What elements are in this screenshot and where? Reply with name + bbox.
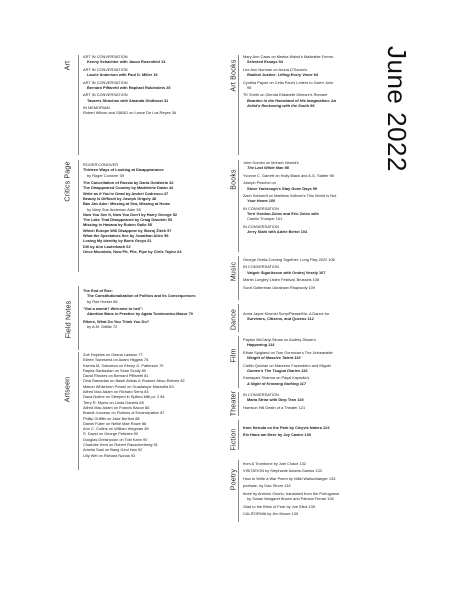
section-divider-books xyxy=(238,160,239,252)
film-block xyxy=(243,337,363,386)
field-notes-item[interactable]: by A.M. Gittlitz 72 xyxy=(87,324,118,330)
section-divider-music xyxy=(238,256,239,300)
film-item[interactable]: Gomes's The Tsugua Diaries 116 xyxy=(247,367,308,373)
art-books-item[interactable]: Artist's Reckoning with the South 96 xyxy=(247,102,315,108)
film-item[interactable]: Weight of Massive Talent 115 xyxy=(247,355,301,361)
section-label-theater: Theater xyxy=(230,390,238,417)
artseen-item[interactable]: Rapha Sarkissian on Sean Scully 80 xyxy=(83,367,146,373)
artseen-item[interactable]: Ann C. Collins on William Wegman 89 xyxy=(83,426,149,432)
section-divider-poetry xyxy=(238,460,239,522)
poetry-item[interactable]: poetwar- by Dao Strom 133 xyxy=(243,483,291,489)
artseen-item[interactable]: Alfred Mac Adam on Francis Bacon 86 xyxy=(83,404,150,410)
art-item[interactable]: Laurie Anderson with Paul D. Miller 19 xyxy=(87,72,158,78)
artseen-item[interactable]: David Rhodes on Bernard Piffaretti 81 xyxy=(83,373,149,379)
poetry-block xyxy=(243,461,363,517)
dance-item[interactable]: Survivors, Citizens, and Queens 112 xyxy=(247,316,314,322)
artseen-item[interactable]: Amelia Saul on Bang Geul Han 92 xyxy=(83,447,143,453)
art-books-item[interactable]: Bearden in the Homeland of His Imagination: An xyxy=(247,97,337,103)
art-item-label: IN MEMORIAM xyxy=(83,105,110,111)
poetry-item[interactable]: by Susan Margaret Brown and Patricia Ferrari 134 xyxy=(247,496,334,502)
artseen-item[interactable]: Douglas Dreishpoon on Tobi Kahn 90 xyxy=(83,436,148,442)
art-books-item[interactable]: Selected Essays 94 xyxy=(247,59,283,65)
critics-item[interactable]: Which Europe Will Disappear by Slavoj Žižek 57 xyxy=(83,227,172,233)
art-item-label: ART IN CONVERSATION xyxy=(83,54,128,59)
section-divider-fiction xyxy=(238,420,239,450)
poetry-item[interactable]: How to Write a War Poem by Nikki Wallschlaeger 133 xyxy=(243,475,336,481)
section-label-artseen: Artseen xyxy=(64,376,72,403)
section-label-art-books: Art Books xyxy=(230,59,238,92)
art-books-block xyxy=(243,54,363,108)
dance-item[interactable]: Anna Jayne Kimmel Sorry/Please/No: A Dance for xyxy=(243,311,330,316)
critics-item[interactable]: Once Mountain, Now Pit, Pile, Pipe by Chris Taylor 64 xyxy=(83,248,182,254)
field-notes-item[interactable]: Abortion Bans in Practice by Agata Tuminowicz-Mazur 70 xyxy=(87,311,193,317)
books-item[interactable]: Joseph Peschel on xyxy=(243,180,276,186)
theater-block xyxy=(243,392,363,410)
section-label-field-notes: Field Notes xyxy=(65,300,73,339)
theater-item[interactable]: Maria Striar with Diep Tran 120 xyxy=(247,397,304,403)
section-divider-field-notes xyxy=(78,286,79,350)
artseen-item[interactable]: Lilly Wei on Richard Nonas 93 xyxy=(83,452,136,458)
field-notes-item[interactable]: The End of Roe: xyxy=(83,288,113,293)
art-item[interactable]: Robert Wilson and SABIO on Lance De Los Reyes 36 xyxy=(83,110,176,116)
music-block xyxy=(243,257,363,290)
critics-item-label: ROGER CONOVER xyxy=(83,162,119,167)
poetry-item[interactable]: three by António Osório, translated from the Portuguese xyxy=(243,490,340,496)
section-label-critics-page: Critics Page xyxy=(64,161,72,202)
dance-block xyxy=(243,311,363,322)
books-item[interactable]: Zach Schwedt on Matthew Vollmer's This World Is Not xyxy=(243,193,337,199)
artseen-item[interactable]: Phillip Griffith on Jake Berthot 88 xyxy=(83,415,140,421)
artseen-item[interactable]: Zoë Hopkins on Deana Lawson 77 xyxy=(83,352,143,357)
critics-item[interactable]: Beauty is Difficult by Joseph Grigely 48 xyxy=(83,195,157,201)
artseen-item[interactable]: Charlotte Kent on Robert Rauschenberg 91 xyxy=(83,442,158,448)
section-divider-art xyxy=(78,55,79,155)
critics-item[interactable]: by Mary Sue Anderson Ader 50 xyxy=(87,206,141,212)
art-books-item[interactable]: Mary Ann Caws on Meeka Walsh's Malleable Forms: xyxy=(243,54,334,59)
critics-item[interactable]: The Disappeared Country by Madeleine Dolan 44 xyxy=(83,185,174,191)
books-item-label: IN CONVERSATION xyxy=(243,205,279,211)
section-divider-film xyxy=(238,336,239,388)
artseen-block xyxy=(83,352,233,458)
field-notes-item[interactable]: by Rob Hunter 66 xyxy=(87,298,118,304)
fiction-item[interactable]: from Neruda on the Park by Cleyvis Natera 124 xyxy=(243,425,330,430)
film-item[interactable]: Caitlin Quinlan on Maureen Fazendeiro and Miguel xyxy=(243,362,331,368)
art-item[interactable]: Kenny Schachter with Jason Rosenfeld 13 xyxy=(87,59,166,65)
section-divider-artseen xyxy=(78,352,79,470)
page-title: June 2022 xyxy=(382,46,412,172)
books-item[interactable]: John Domini on Mohsin Hamid's xyxy=(243,160,299,165)
critics-item[interactable]: The Lake That Disappeared by Craig Dworkin 53 xyxy=(83,217,173,223)
critics-item[interactable]: by Roger Conover 39 xyxy=(87,172,124,178)
section-divider-theater xyxy=(238,392,239,416)
books-item-label: IN CONVERSATION xyxy=(243,223,279,229)
critics-block xyxy=(83,162,233,254)
art-books-item[interactable]: TK Smith on Glenda Elizabeth Gilmore's Romare xyxy=(243,92,328,98)
music-item-label: IN CONVERSATION xyxy=(243,264,279,270)
art-item-label: ART IN CONVERSATION xyxy=(83,92,128,98)
art-books-item[interactable]: Lee Ann Norman on Aruna D'Souza's xyxy=(243,66,308,72)
poetry-item[interactable]: Glad to the Brink of Fear by Joe Elliot 135 xyxy=(243,503,316,509)
section-divider-dance xyxy=(238,304,239,332)
artseen-item[interactable]: Eileen Townsend on Adam Higgins 78 xyxy=(83,357,149,363)
music-item[interactable]: Scott Gutterman Ukrainian Rhapsody 109 xyxy=(243,284,316,290)
field-notes-item[interactable]: "Got a womb? Welcome to hell": xyxy=(83,306,144,312)
books-item[interactable]: Camilo Trumper 101 xyxy=(247,216,283,222)
books-item[interactable]: The Last White Man 98 xyxy=(247,165,289,171)
critics-item[interactable]: Dill by Ann Lauterbach 62 xyxy=(83,243,131,249)
film-item[interactable]: Ethan Spigland on Tom Gormican's The Unbearable xyxy=(243,349,333,355)
art-item-label: ART IN CONVERSATION xyxy=(83,66,128,72)
art-item[interactable]: Bernard Piffaretti with Raphael Rubinstein 25 xyxy=(87,84,171,90)
poetry-item[interactable]: from A Trombone by Joel Chace 132 xyxy=(243,461,306,466)
fiction-item[interactable]: Ein Haus am Meer by Joy Castro 130 xyxy=(243,432,311,438)
fiction-block xyxy=(243,425,363,438)
critics-item[interactable]: Write as if You're Dead by Andrei Codrescu 47 xyxy=(83,190,169,196)
artseen-item[interactable]: Dina Ramadan on Basel Abbas & Ruanne Abou-Rahme 82 xyxy=(83,378,185,384)
art-books-item[interactable]: 95 xyxy=(247,84,252,90)
poetry-item[interactable]: CALIFORNIA by Jim Moore 135 xyxy=(243,511,299,517)
film-item[interactable]: Kamayani Sharma on Payal Kapadia's xyxy=(243,375,310,381)
artseen-item[interactable]: Ksenia M. Soboleva on Ebony G. Patterson 79 xyxy=(83,362,164,368)
artseen-item[interactable]: Dana Notine on Steeped in Spilled Milk pt. 2 84 xyxy=(83,394,165,400)
field-notes-item[interactable]: Rikers, What Do You Think You Do? xyxy=(83,318,150,324)
art-books-item[interactable]: Radical Justice: Lifting Every Voice 94 xyxy=(247,72,318,78)
art-books-item[interactable]: Cynthia Payne on Celia Paul's Letters to Gwen John xyxy=(243,79,334,85)
art-item[interactable]: Tavares Strachan with Amanda Glottiozzi 31 xyxy=(87,97,169,103)
books-item[interactable]: Jerry Stahl with Adele Bertei 104 xyxy=(247,229,308,235)
artseen-item[interactable]: Brandt Junceau on Fictions of Emancipation 87 xyxy=(83,410,165,416)
music-item[interactable]: Martin Longley Listen Festival, Brussels 108 xyxy=(243,277,320,283)
section-divider-critics xyxy=(78,160,79,272)
books-item[interactable]: Steve Yarbrough's Stay Gone Days 99 xyxy=(247,185,318,191)
film-item[interactable]: Payton McCarty-Simas on Audrey Diwan's xyxy=(243,337,316,342)
section-label-dance: Dance xyxy=(230,308,238,331)
critics-item[interactable]: Bas Jan Ader: Missing at Sea, Missing at Home xyxy=(83,201,171,207)
film-item[interactable]: A Night of Knowing Nothing 117 xyxy=(247,380,306,386)
section-label-film: Film xyxy=(230,348,238,363)
section-divider-art-books xyxy=(238,55,239,155)
art-item-label: ART IN CONVERSATION xyxy=(83,79,128,85)
books-block xyxy=(243,160,363,235)
theater-item[interactable]: Harrison Hill Death of a Theater 121 xyxy=(243,404,306,410)
books-item[interactable]: Your Home 100 xyxy=(247,198,276,204)
critics-item[interactable]: Now You See It, Now You Don't by Harry George 52 xyxy=(83,211,178,217)
artseen-item[interactable]: Alfred Mac Adam on Richard Serra 83 xyxy=(83,389,149,395)
music-item[interactable]: George Grella Coming Together: Long Play 2022 106 xyxy=(243,257,335,262)
section-label-books: Books xyxy=(230,169,238,190)
film-item[interactable]: Happening 114 xyxy=(247,342,275,348)
critics-item[interactable]: Missing in Havana by Rubén Gallo 55 xyxy=(83,222,152,228)
artseen-item[interactable]: Terry R. Myers on Linda Daniels 85 xyxy=(83,399,144,405)
critics-item[interactable]: What the Spectators See by Jonathan Allen 59 xyxy=(83,233,169,239)
books-item[interactable]: Yvonne C. Garrett on Holly Black and A.G. Slatter 98 xyxy=(243,172,334,178)
critics-item[interactable]: Thirteen Ways of Looking at Disappearance xyxy=(83,167,164,173)
music-item[interactable]: Valgeir Sigurðsson with Ondrej Veselý 107 xyxy=(247,269,326,275)
section-label-art: Art xyxy=(64,60,72,71)
artseen-item[interactable]: Mason Whitehorn Powell on Guadalupe Maravilla 83 xyxy=(83,383,174,389)
artseen-item[interactable]: S. David on George Petrides 90 xyxy=(83,431,138,437)
theater-item-label: IN CONVERSATION xyxy=(243,392,279,397)
books-item[interactable]: Terri Gordon-Zolov and Eric Zolov with xyxy=(247,211,319,217)
section-label-music: Music xyxy=(230,261,238,282)
critics-item[interactable]: The Cancellation of Russia by Daria Goldstein 42 xyxy=(83,180,174,186)
field-notes-item[interactable]: The Constitutionalization of Politics and Its Consequences xyxy=(87,293,196,299)
artseen-item[interactable]: Daniel Fuller on Nellie Mae Rowe 88 xyxy=(83,420,147,426)
field-notes-block xyxy=(83,288,233,329)
section-label-poetry: Poetry xyxy=(230,468,238,491)
poetry-item[interactable]: VISITATION by Stephanie Adams-Santos 133 xyxy=(243,468,322,474)
section-label-fiction: Fiction xyxy=(230,428,238,451)
art-block xyxy=(83,54,233,116)
critics-item[interactable]: Losing My Identity by Boris Groys 61 xyxy=(83,238,152,244)
